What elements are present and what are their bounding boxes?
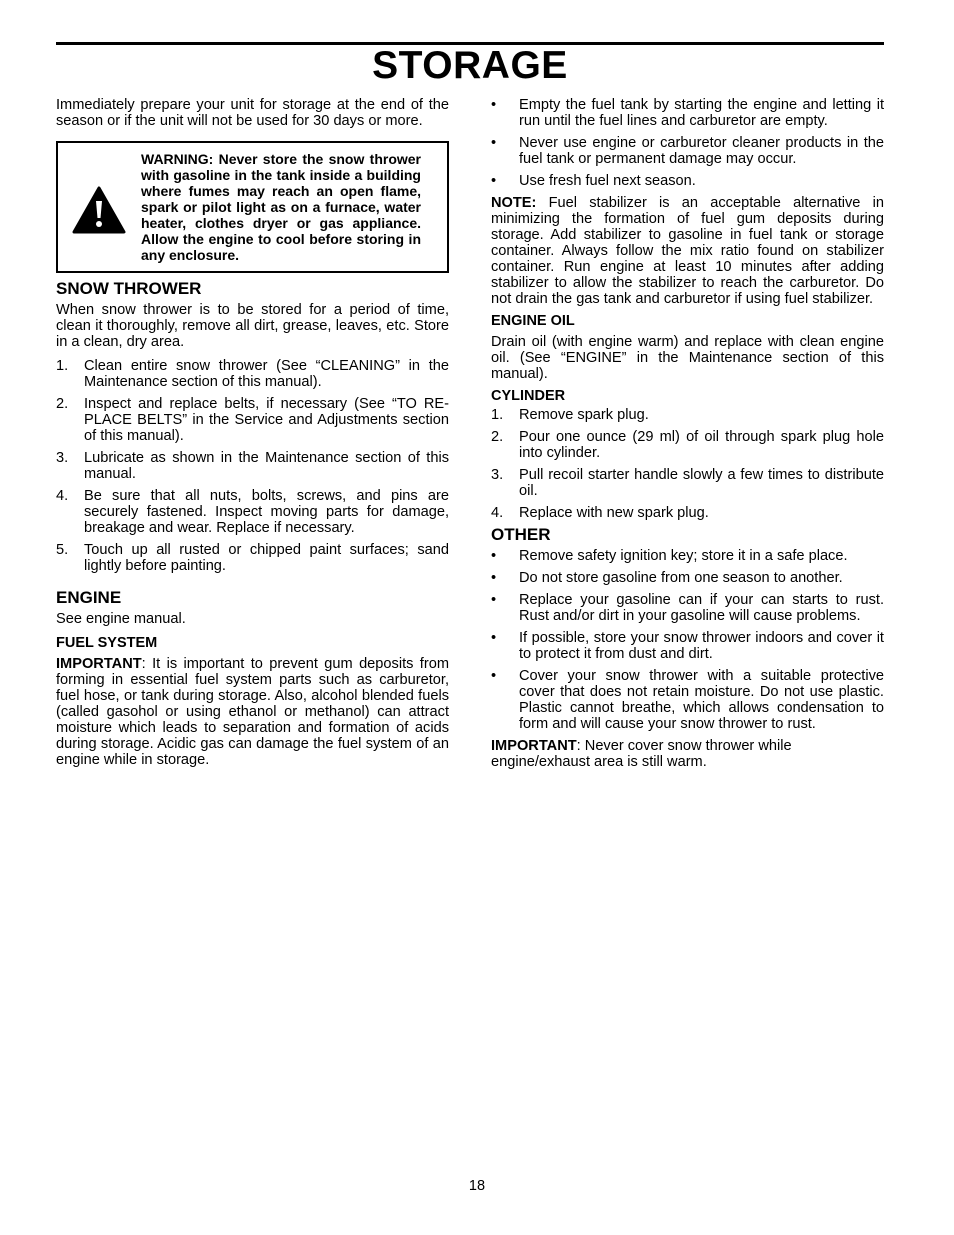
cylinder-steps [491, 407, 884, 521]
left-column [56, 97, 449, 768]
list-item: 3. Lubricate as shown in the Maintenance section of this manual. [56, 450, 449, 482]
fuel-system-important: IMPORTANT: It is important to prevent gum deposits from forming in essential fuel system parts such as carburetor, fuel hose, or tank during storage. Also, alcohol blended fuels (called gasohol or using ethanol or methanol) can attract moisture which leads to separation and formation of acids during storage. Acidic gas can damage the fuel system of an engine while in storage. [56, 656, 449, 768]
list-item: • Remove safety ignition key; store it in a safe place. [491, 548, 848, 564]
list-item: • Empty the fuel tank by starting the engine and letting it run until the fuel lines and carburetor are empty. [491, 97, 884, 129]
intro-paragraph: Immediately prepare your unit for storage at the end of the season or if the unit will not be used for 30 days or more. [56, 97, 449, 129]
other-important: IMPORTANT: Never cover snow thrower while engine/exhaust area is still warm. [491, 738, 792, 770]
warning-box [56, 141, 449, 273]
note-paragraph: NOTE: Fuel stabilizer is an acceptable alternative in minimizing the formation of fuel gum deposits during storage. Add stabilizer to gasoline in fuel tank or storage container. Always follow the mix ratio found on stabilizer container. Run engine at least 10 minutes after adding stabilizer to allow the stabilizer to reach the carburetor. Do not drain the gas tank and carburetor if using fuel stabilizer. [491, 195, 884, 307]
list-item: 2. Inspect and replace belts, if necessary (See “TO RE-PLACE BELTS” in the Service and Adjustments section of this manual). [56, 396, 449, 444]
right-column [491, 97, 884, 770]
list-item: 4. Be sure that all nuts, bolts, screws, and pins are securely fastened. Inspect moving parts for damage, breakage and wear. Replace if necessary. [56, 488, 449, 536]
list-item: 2. Pour one ounce (29 ml) of oil through spark plug hole into cylinder. [491, 429, 884, 461]
fuel-bullets [491, 97, 884, 189]
cylinder-heading: CYLINDER [491, 388, 566, 404]
snow-thrower-heading: SNOW THROWER [56, 279, 202, 298]
list-item: • Use fresh fuel next season. [491, 173, 696, 189]
list-item: • If possible, store your snow thrower indoors and cover it to protect it from dust and dirt. [491, 630, 884, 662]
warning-triangle-icon [72, 185, 126, 235]
list-item: 5. Touch up all rusted or chipped paint surfaces; sand lightly before painting. [56, 542, 449, 574]
engine-text: See engine manual. [56, 611, 186, 627]
list-item: 1. Clean entire snow thrower (See “CLEANING” in the Maintenance section of this manual). [56, 358, 449, 390]
engine-heading: ENGINE [56, 588, 122, 607]
list-item: 3. Pull recoil starter handle slowly a few times to distribute oil. [491, 467, 884, 499]
warning-text: WARNING: Never store the snow thrower with gasoline in the tank inside a building where fumes may reach an open flame, spark or pilot light as on a furnace, water heater, clothes dryer or gas appliance. Allow the engine to cool before storing in any enclosure. [141, 151, 421, 263]
engine-oil-text: Drain oil (with engine warm) and replace with clean engine oil. (See “ENGINE” in the Maintenance section of this manual). [491, 334, 884, 382]
list-item: • Replace your gasoline can if your can starts to rust. Rust and/or dirt in your gasoline will cause problems. [491, 592, 884, 624]
engine-oil-heading: ENGINE OIL [491, 313, 575, 329]
snow-thrower-steps [56, 358, 449, 574]
other-heading: OTHER [491, 525, 551, 544]
fuel-system-heading: FUEL SYSTEM [56, 635, 158, 651]
list-item: • Cover your snow thrower with a suitable protective cover that does not retain moisture. Do not use plastic. Plastic cannot breathe, which allows condensation to form and will cause your snow thrower to rust. [491, 668, 884, 732]
list-item: 1. Remove spark plug. [491, 407, 649, 423]
page-number: 18 [468, 1178, 486, 1194]
list-item: • Never use engine or carburetor cleaner products in the fuel tank or permanent damage may occur. [491, 135, 884, 167]
page-title: STORAGE [372, 44, 568, 87]
list-item: • Do not store gasoline from one season to another. [491, 570, 843, 586]
snow-thrower-intro: When snow thrower is to be stored for a period of time, clean it thoroughly, remove all dirt, grease, leaves, etc. Store in a clean, dry area. [56, 302, 449, 350]
other-bullets [491, 548, 884, 732]
list-item: 4. Replace with new spark plug. [491, 505, 709, 521]
